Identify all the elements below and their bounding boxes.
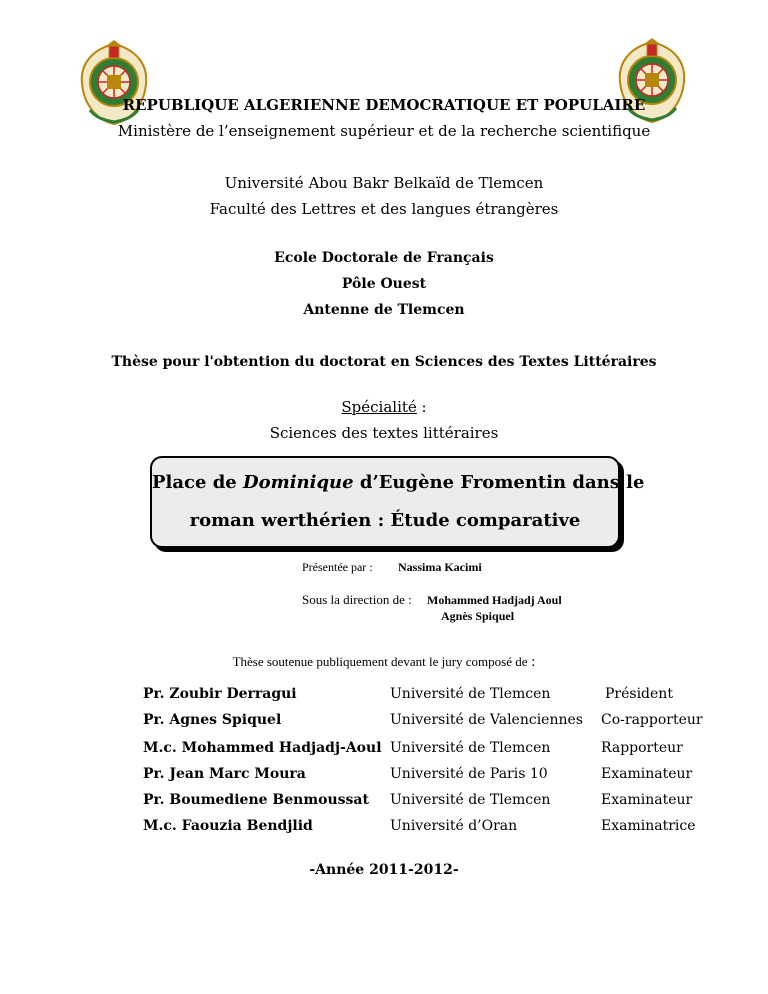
jury-row — [0, 818, 768, 840]
jury-member-name: Pr. Zoubir Derragui — [143, 686, 297, 702]
jury-member-university: Université de Tlemcen — [390, 740, 551, 756]
jury-intro-colon: : — [527, 654, 536, 670]
jury-member-role: Examinateur — [601, 766, 693, 782]
jury-member-role: Président — [605, 686, 673, 702]
specialty-separator: : — [416, 398, 427, 416]
doctoral-school: Ecole Doctorale de Français — [274, 250, 494, 266]
jury-intro — [0, 654, 768, 671]
jury-row — [0, 792, 768, 814]
jury-member-role: Co-rapporteur — [601, 712, 703, 728]
specialty-label-line — [0, 398, 768, 416]
thesis-title-line-2: roman werthérien : Étude comparative — [189, 510, 581, 531]
jury-member-university: Université de Tlemcen — [390, 686, 551, 702]
jury-row — [0, 740, 768, 762]
thesis-title-line-1 — [152, 472, 645, 493]
pole-line: Pôle Ouest — [341, 276, 427, 292]
presented-label: Présentée par : — [302, 560, 373, 574]
jury-member-university: Université de Paris 10 — [390, 766, 548, 782]
academic-year: -Année 2011-2012- — [309, 862, 459, 878]
thesis-title-box — [150, 456, 645, 548]
jury-member-role: Examinatrice — [601, 818, 696, 834]
specialty-value: Sciences des textes littéraires — [269, 424, 499, 442]
jury-row — [0, 766, 768, 788]
jury-member-role: Examinateur — [601, 792, 693, 808]
jury-member-name: Pr. Jean Marc Moura — [143, 766, 306, 782]
jury-member-university: Université de Tlemcen — [390, 792, 551, 808]
antenna-line: Antenne de Tlemcen — [303, 302, 465, 318]
republic-heading: REPUBLIQUE ALGERIENNE DEMOCRATIQUE ET POPULAIRE — [122, 96, 646, 114]
direction-label: Sous la direction de : — [302, 592, 412, 607]
jury-member-name: Pr. Boumediene Benmoussat — [143, 792, 369, 808]
jury-member-name: M.c. Mohammed Hadjadj-Aoul — [143, 740, 382, 756]
author-name: Nassima Kacimi — [398, 560, 482, 574]
title-italic: Dominique — [243, 472, 354, 493]
thesis-purpose: Thèse pour l'obtention du doctorat en Sciences des Textes Littéraires — [111, 354, 657, 370]
jury-row — [0, 712, 768, 734]
jury-member-role: Rapporteur — [601, 740, 683, 756]
jury-member-university: Université de Valenciennes — [390, 712, 583, 728]
ministry-line: Ministère de l’enseignement supérieur et de la recherche scientifique — [117, 122, 651, 140]
specialty-label: Spécialité — [341, 398, 417, 416]
university-name: Université Abou Bakr Belkaïd de Tlemcen — [224, 174, 544, 192]
jury-intro-text: Thèse soutenue publiquement devant le jury composé de — [232, 654, 528, 669]
jury-member-university: Université d’Oran — [390, 818, 518, 834]
jury-row — [0, 686, 768, 708]
title-part-1: Place de — [152, 472, 244, 493]
title-part-2: d’Eugène Fromentin dans le — [353, 472, 645, 493]
jury-member-name: Pr. Agnes Spiquel — [143, 712, 282, 728]
director-2: Agnès Spiquel — [441, 609, 515, 623]
faculty-name: Faculté des Lettres et des langues étrangères — [209, 200, 559, 218]
director-1: Mohammed Hadjadj Aoul — [427, 593, 562, 607]
jury-member-name: M.c. Faouzia Bendjlid — [143, 818, 313, 834]
